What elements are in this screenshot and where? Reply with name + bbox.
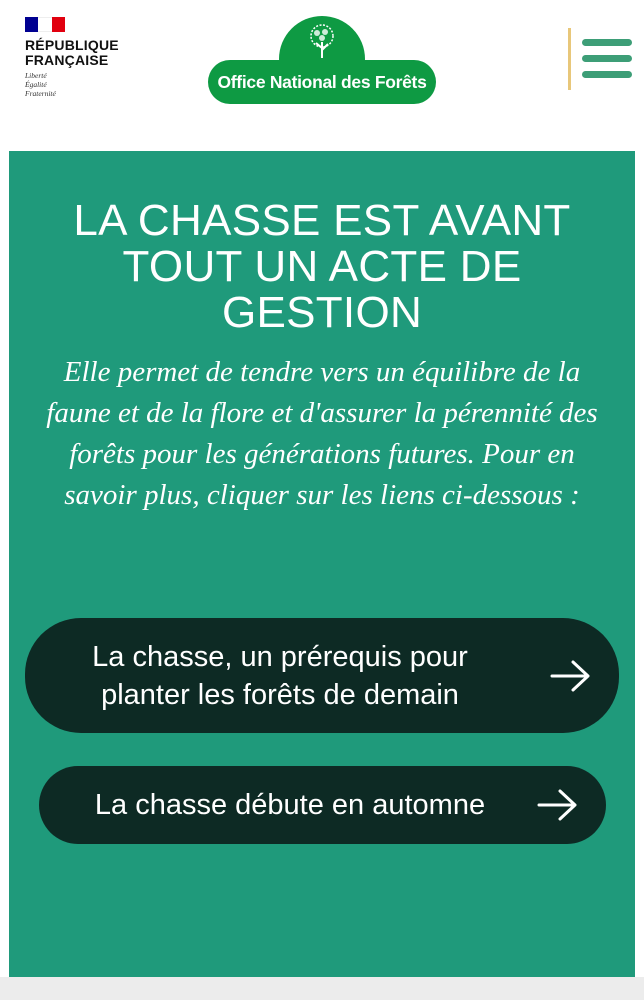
link-label: La chasse, un prérequis pour planter les forêts de demain [92,640,468,711]
arrow-right-icon [550,659,592,693]
republique-francaise-logo[interactable] [25,17,119,98]
section-description: Elle permet de tendre vers un équilibre de la faune et de la flore et d'assurer la pérennité des forêts pour les générations futures. Pour en savoir plus, cliquer sur les liens ci-dessous : [46,356,598,511]
onf-logo-text: Office National des Forêts [217,72,427,92]
onf-logo-band [208,60,436,104]
hunting-section [9,151,635,977]
site-header [0,0,644,150]
arrow-right-icon [537,788,579,822]
link-label: La chasse débute en automne [94,789,486,821]
republique-motto: Liberté Égalité Fraternité [25,71,56,98]
link-button-chasse-automne[interactable] [39,766,606,844]
republique-name: RÉPUBLIQUE FRANÇAISE [25,37,119,68]
link-button-planter-forets[interactable] [25,618,619,733]
onf-tree-icon [305,24,339,60]
onf-logo[interactable] [208,16,436,96]
hamburger-menu-icon[interactable] [580,36,634,82]
section-title: LA CHASSE EST AVANT TOUT UN ACTE DE GESTION [73,196,571,337]
french-flag-icon [25,17,65,32]
menu-separator [568,28,571,90]
page-footer-strip [0,977,644,1000]
